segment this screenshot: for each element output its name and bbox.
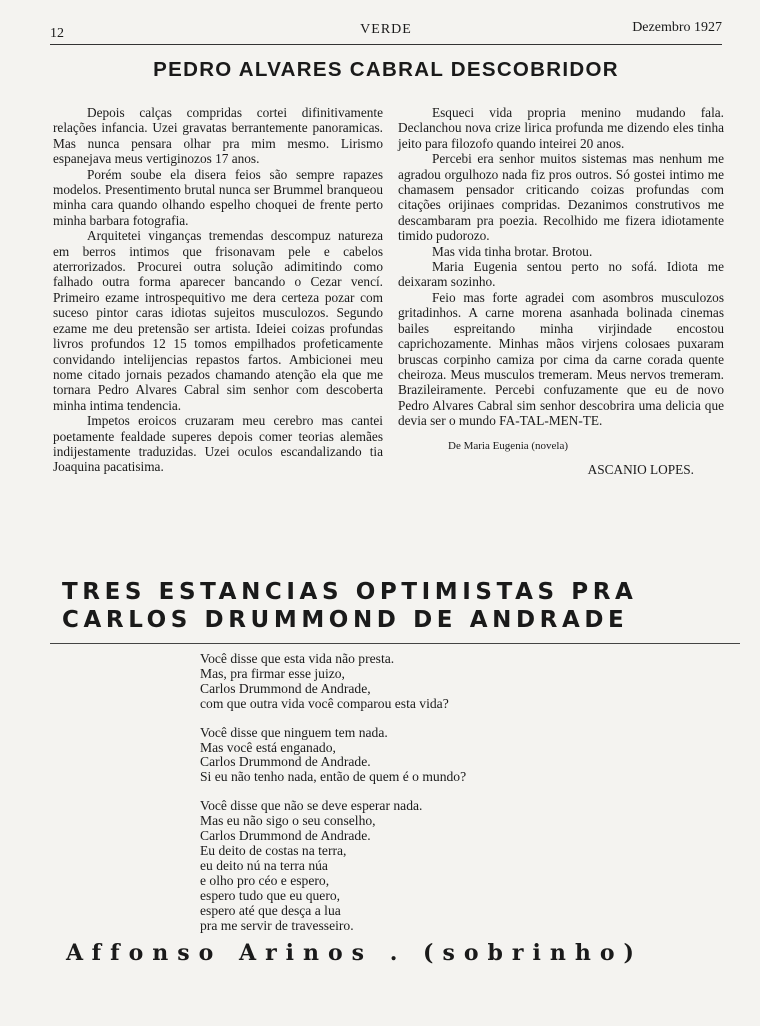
paragraph: Impetos eroicos cruzaram meu cerebro mas cantei poetamente fealdade superes depois comer teorias alemães indijestamente traduzidas. Uzei oculos escandalizando tia Joaquina pacatisima. — [53, 413, 383, 475]
poem-line: Carlos Drummond de Andrade. — [200, 828, 371, 844]
paragraph: Percebi era senhor muitos sistemas mas nenhum me agradou orgulhozo nada fiz pros outros. Só gostei intimo me chamasem pensador criticando coizas profundas com citações orijinaes compridas. Dezanimos construtivos me descambaram pra poezia. Recolhido me fizera idiotamente timido pudorozo. — [398, 151, 724, 244]
poem-line: eu deito nú na terra núa — [200, 857, 328, 873]
poem-line: Eu deito de costas na terra, — [200, 842, 347, 858]
poem-line: espero até que desça a lua — [200, 902, 341, 918]
poem-title-line-2: CARLOS DRUMMOND DE ANDRADE — [62, 607, 629, 633]
article-source: De Maria Eugenia (novela) — [448, 439, 569, 452]
poem-line: espero tudo que eu quero, — [200, 887, 341, 903]
poem-line: Carlos Drummond de Andrade. — [200, 754, 371, 770]
article-title: PEDRO ALVARES CABRAL DESCOBRIDOR — [153, 58, 619, 81]
poem-line: Você disse que não se deve esperar nada. — [200, 798, 423, 814]
paragraph: Mas vida tinha brotar. Brotou. — [432, 243, 593, 259]
poem-line: Mas, pra firmar esse juizo, — [200, 665, 345, 681]
paragraph: Depois calças compridas cortei difinitivamente relações infancia. Uzei gravatas berrantemente panoramicas. Mas nunca pensara olhar pra mim mesmo. Lirismo espanejava meus vertiginozos 17 anos. — [53, 105, 383, 167]
poem-title — [62, 578, 742, 634]
paragraph: Porém soube ela disera feios são sempre rapazes modelos. Presentimento brutal nunca ser Brummel branqueou minha cara quando olhando espelho choquei de frente perto minha barbara fotografia. — [53, 166, 383, 228]
title-rule — [50, 643, 740, 644]
poem-line: Você disse que ninguem tem nada. — [200, 724, 388, 740]
article-left-column — [53, 105, 383, 475]
poem-line: com que outra vida você comparou esta vida? — [200, 695, 449, 711]
article-author: ASCANIO LOPES. — [587, 461, 694, 477]
paragraph: Arquitetei vinganças tremendas descompuz natureza em berros intimos que frisonavam pele e cabelos aterrorizados. Procurei outra solução adimitindo como falhado outra forma aparecer bancando o Cezar vencí. Primeiro ezame introspequitivo me dera certeza pozar com suceso pintor caras idiotas sujeitos musculozos. Segundo ezame me deu pretensão ser artista. Ideiei coizas profundas livros profundos 12 15 tomos empilhados profeticamente convidando intelijencias repastos fartos. Ambicionei meu nome citado jornais pezados chamando atenção ela que me tornara Pedro Alvares Cabral sim senhor com descoberta minha intima tendencia. — [53, 228, 383, 413]
issue-date: Dezembro 1927 — [632, 20, 722, 35]
journal-name: VERDE — [360, 22, 412, 37]
poem-author: Affonso Arinos . (sobrinho) — [66, 940, 643, 966]
paragraph: Maria Eugenia sentou perto no sofá. Idiota me deixaram sozinho. — [398, 259, 724, 290]
poem-line: Si eu não tenho nada, então de quem é o mundo? — [200, 769, 467, 785]
poem-line: e olho pro céo e espero, — [200, 872, 330, 888]
article-right-column — [398, 105, 724, 477]
page-header — [50, 20, 722, 45]
paragraph: Esqueci vida propria menino mudando fala. Declanchou nova crize lirica profunda me dizendo eles tinha jeito para filozofo quando inteirei 20 anos. — [398, 105, 724, 151]
page-number: 12 — [50, 26, 64, 41]
poem-line: pra me servir de travesseiro. — [200, 917, 354, 933]
poem-line: Carlos Drummond de Andrade, — [200, 680, 371, 696]
poem-stanza-2 — [200, 726, 466, 786]
paragraph: Feio mas forte agradei com asombros musculozos gritadinhos. A carne morena asanhada bolinada cinemas bailes espreitando minha virjindade encostou caprichozamente. Minhas mãos virjens colosaes puxaram bruscas corpinho camiza por cima da carne corada quente cheiroza. Meus musculos tremeram. Meus nervos tremeram. Brazileiramente. Percebi confuzamente que eu de novo Pedro Alvares Cabral sim senhor descobrira uma delicia que devia ser o mundo FA-TAL-MEN-TE. — [398, 289, 724, 429]
poem-title-line-1: TRES ESTANCIAS OPTIMISTAS PRA — [62, 579, 638, 605]
poem-stanza-1 — [200, 652, 466, 712]
poem-line: Mas eu não sigo o seu conselho, — [200, 813, 376, 829]
poem-line: Você disse que esta vida não presta. — [200, 651, 395, 666]
poem-line: Mas você está enganado, — [200, 739, 336, 755]
poem-body — [200, 652, 466, 947]
poem-stanza-3 — [200, 799, 466, 933]
